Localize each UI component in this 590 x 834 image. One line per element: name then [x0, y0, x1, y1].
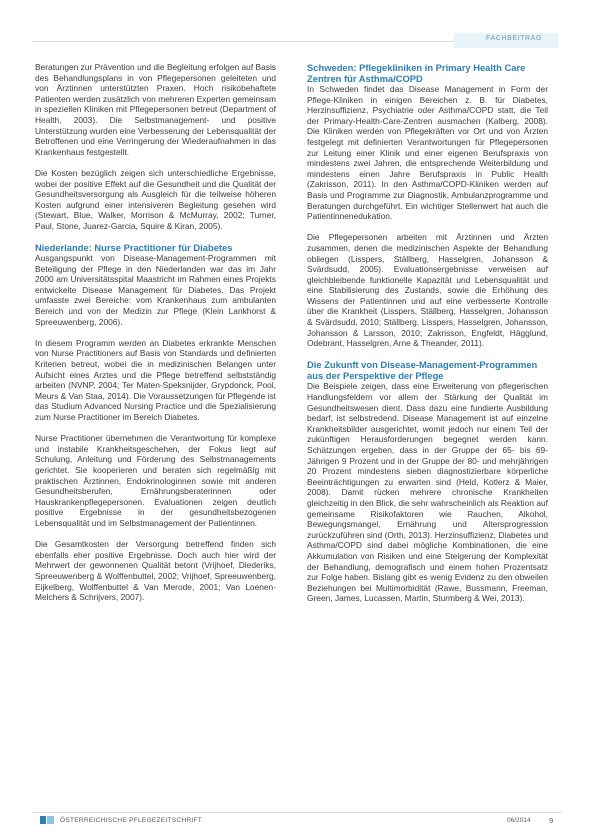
publisher-logo-icon [40, 815, 55, 825]
section-label: FACHBEITRAG [486, 35, 542, 42]
section-heading-future: Die Zukunft von Disease-Management-Programmen aus der Perspektive der Pflege [307, 359, 538, 382]
publication-name: ÖSTERREICHISCHE PFLEGEZEITSCHRIFT [60, 817, 203, 824]
section-heading-sweden: Schweden: Pflegekliniken in Primary Health Care Zentren für Asthma/COPD [307, 62, 526, 84]
right-column [307, 62, 548, 615]
paragraph: Nurse Practitioner übernehmen die Verantwortung für komplexe und instabile Krankheitsgeschehen, der Fokus liegt auf Schulung, Anleitung und Förderung des Selbstmanagements gerichtet. Sie kooperieren und beraten sich regelmäßig mit praktischen Ärztinnen, Endokrinologinnen sowie mit anderen Gesundheitsberufen, Ernährungsberaterinnen oder Hauskrankenpflegepersonen. Evaluationen zeigen deutlich positive Ergebnisse in der gesundheitsbezogenen Lebensqualität und im Selbstmanagement der Patientinnen. [35, 433, 276, 528]
paragraph: Ausgangspunkt von Disease-Management-Programmen mit Beteiligung der Pflege in den Niederlanden war das im Jahr 2000 am Universitätsspital Maastricht im Rahmen eines Projekts entwickelte Disease Management für Diabetes. Das Projekt umfasste zwei Bereiche: vom Krankenhaus zum ambulanten Bereich und von der Medizin zur Pflege (Klein Lankhorst & Spreeuwenberg, 2006). [35, 253, 276, 327]
paragraph: Die Kosten bezüglich zeigen sich unterschiedliche Ergebnisse, wobei der positive Effekt auf die Gesundheit und die Qualität der Gesundheitsversorgung als Ausgleich für die teilweise höheren Kosten aufgrund einer intensiveren Begleitung gesehen wird (Stewart, Blue, Walker, Morrison & McMurray, 2002; Turner, Paul, Stone, Juarez-Garcia, Squire & Kiran, 2005). [35, 167, 276, 231]
section-heading-netherlands: Niederlande: Nurse Practitioner für Diabetes [35, 242, 233, 254]
footer-rule [32, 812, 562, 813]
paragraph: Beratungen zur Prävention und die Begleitung erfolgen auf Basis des Behandlungsplans in von Pflegepersonen geleiteten und von Ärztinnen unterstützten Praxen. Hoch risikobehaftete Patienten werden zusätzlich von mehreren Experten gemeinsam in speziellen Kliniken mit Pflegepersonen betreut (Department of Health, 2003). Die Selbstmanagement- und positive Unterstützung wurden eine Verbesserung der Lebensqualität der Betroffenen und eine Verringerung der Wiederaufnahmen in das Krankenhaus festgestellt. [35, 62, 276, 157]
paragraph: Die Gesamtkosten der Versorgung betreffend finden sich ebenfalls eher positive Ergebnisse. Doch auch hier wird der Mehrwert der gewonnenen Qualität betont (Vrijhoef, Diederiks, Spreeuwenberg & Wolffenbuttel, 2002; Vrijhoef, Spreeuwenberg, Eijkelberg, Wolffenbuttel & Van Merode, 2001; Van Loenen-Melchers & Schrijvers, 2007). [35, 539, 276, 603]
issue-date: 06/2014 [507, 817, 531, 824]
left-column [35, 62, 276, 613]
paragraph: In Schweden findet das Disease Management in Form der Pflege-Kliniken in einigen Bereichen z. B. für Diabetes, Herzinsuffizienz, Psychiatrie oder Asthma/COPD statt, die Teil der Primary-Health-Care-Zentren ausmachen (Kalberg, 2008). Die Kliniken werden von Pflegekräften vor Ort und von Ärzten festgelegt mit definierten Verantwortungen für Pflegepersonen zur Leitung einer Klinik und einer eigenen Berufspraxis von mindestens zwei Jahren, die entsprechende Weiterbildung und mindestens einen Jahre Berufspraxis in Public Health (Zakrisson, 2011). In den Asthma/COPD-Kliniken werden auf Basis und Programme zur Diagnostik, Ambulanzprogramme und Beratungen durchgeführt. Ein wichtiger Stellenwert hat auch die Patientinnenedukation. [307, 84, 548, 222]
paragraph: Die Beispiele zeigen, dass eine Erweiterung von pflegerischen Handlungsfeldern vor allem der Stärkung der Qualität im Gesundheitswesen dient. Dass dazu eine fundierte Ausbildung bedarf, ist selbstredend. Disease Management ist auf einzelne Krankheitsbilder ausgerichtet, womit jedoch nur einem Teil der zukünftigen Herausforderungen begegnet werden kann. Schätzungen ergeben, dass in der Gruppe der 65- bis 69-Jährigen 9 Prozent und in der Gruppe der 80- und mehrjährigen 20 Prozent mindestens sieben diagnostizierbare körperliche Beeinträchtigungen zu erwarten sind (Held, Kotlerz & Maier, 2008). Damit rücken mehrere chronische Krankheiten gleichzeitig in den Blick, die sehr wahrscheinlich als Reaktion auf gemeinsame Risikofaktoren wie Rauchen, Alkohol, Bewegungsmangel, Ernährung und Altersprogression zurückzuführen sind (Orth, 2013). Herzinsuffizienz, Diabetes und Asthma/COPD sind dabei mögliche Kombinationen, die eine Akkumulation von Risiken und eine Steigerung der Komplexität der Behandlung, demografisch und einem hohen Prozentsatz zur Folge haben. Bislang gibt es wenig Evidenz zu den obweilen Beziehungen bei Multimorbidität (Rawe, Bussmann, Freeman, Green, James, Lucassen, Martin, Sturmberg & Wei, 2013). [307, 381, 548, 604]
paragraph: In diesem Programm werden an Diabetes erkrankte Menschen von Nurse Practitioners auf Basis von Standards und definierten Kriterien betreut, wobei die in medizinischen Belangen unter Aufsicht eines Arztes und die Pflege betreffend selbstständig arbeiten (NVNP, 2004; Ter Maten-Speksnijder, Grypdonck, Pool, Meurs & Van Staa, 2014). Die Voraussetzungen für Pflegende ist das Studium Advanced Nursing Practice und die Spezialisierung zum Nurse Practitioner im Bereich Diabetes. [35, 337, 276, 422]
page-number: 9 [549, 816, 554, 825]
paragraph: Die Pflegepersonen arbeiten mit Ärztinnen und Ärzten zusammen, denen die medizinischen Aspekte der Behandlung obliegen (Lisspers, Ställberg, Hasselgren, Johansson & Svärdsudd, 2005). Evaluationsergebnisse verweisen auf gleichbleibende funktionelle Kapazität und Lebensqualität und eine Stabilisierung des Zustands, sowie die Erhöhung des Wissens der Patientinnen und auf eine verbesserte Kontrolle über die Krankheit (Lisspers, Ställberg, Hasselgren, Johansson & Svärdsudd, 2010; Ställberg, Lisspers, Hasselgren, Johansson, Johansson & Larsson, 2010; Zakrisson, Engfeldt, Hägglund, Odebrant, Hasselgren, Arne & Theander, 2011). [307, 232, 548, 349]
